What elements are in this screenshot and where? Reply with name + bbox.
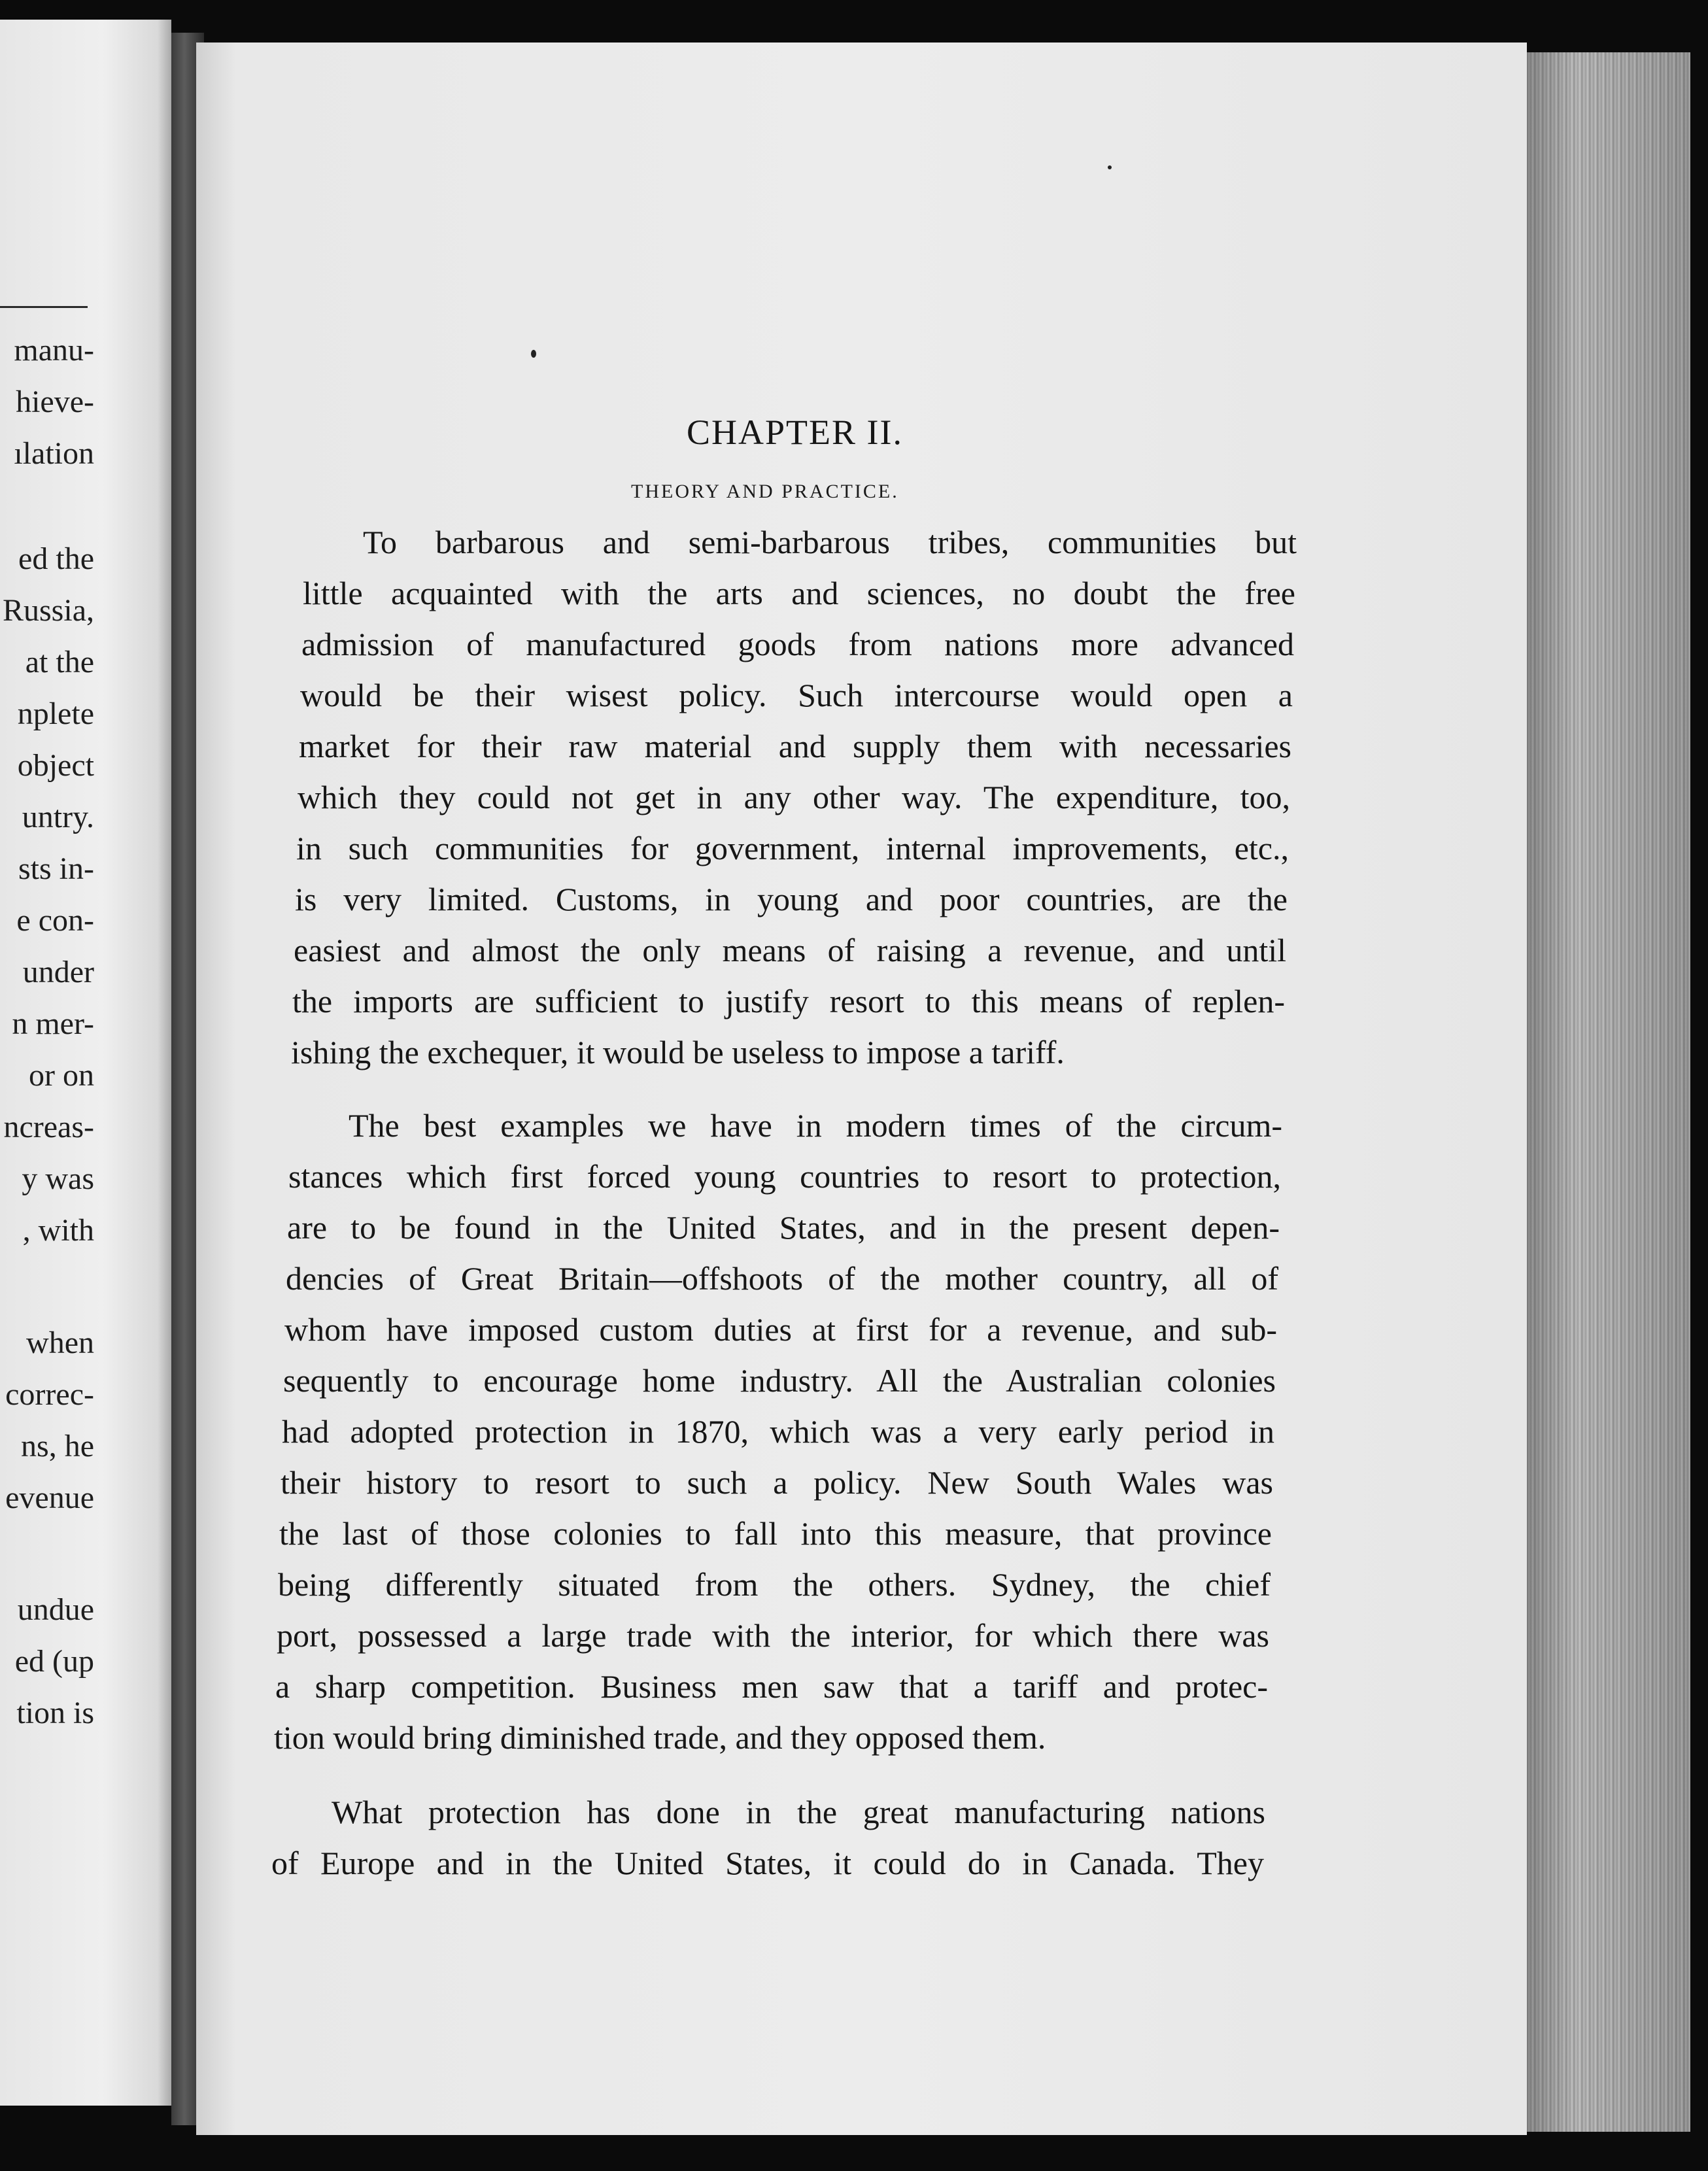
text-line: are to be found in the United States, and in the present depen- <box>287 1209 1280 1246</box>
text-line: being differently situated from the others. Sydney, the chief <box>278 1566 1271 1603</box>
text-line: of Europe and in the United States, it could do in Canada. They <box>271 1845 1264 1881</box>
text-line: ishing the exchequer, it would be useless to impose a tariff. <box>291 1034 1065 1070</box>
left-fragment: undue <box>17 1592 94 1627</box>
left-fragment: e con- <box>16 903 94 938</box>
text-line: The best examples we have in modern times of the circum- <box>349 1107 1282 1144</box>
left-fragment: manu- <box>14 333 94 368</box>
text-line: had adopted protection in 1870, which was a very early period in <box>282 1413 1274 1450</box>
text-line: To barbarous and semi-barbarous tribes, communities but <box>363 524 1297 560</box>
chapter-title: CHAPTER II. <box>687 413 903 452</box>
text-line: dencies of Great Britain—offshoots of the mother country, all of <box>286 1260 1278 1297</box>
left-fragment: when <box>26 1325 94 1360</box>
left-fragment: n mer- <box>12 1006 94 1041</box>
left-fragment: hieve- <box>16 385 94 419</box>
left-fragment: correc- <box>5 1377 94 1412</box>
text-line: tion would bring diminished trade, and they opposed them. <box>274 1719 1046 1756</box>
left-fragment: ed the <box>18 541 94 576</box>
left-page-rule <box>0 306 88 308</box>
text-line: their history to resort to such a policy. New South Wales was <box>281 1464 1273 1501</box>
left-fragment: untry. <box>22 800 94 834</box>
ink-speck <box>1108 165 1112 169</box>
left-fragment: ılation <box>14 436 94 471</box>
text-line: stances which first forced young countries to resort to protection, <box>288 1158 1281 1195</box>
text-line: port, possessed a large trade with the interior, for which there was <box>277 1617 1269 1654</box>
text-line: easiest and almost the only means of raising a revenue, and until <box>294 932 1286 968</box>
text-line: is very limited. Customs, in young and poor countries, are the <box>295 881 1288 917</box>
left-fragment: at the <box>25 645 94 679</box>
left-fragment: tion is <box>16 1696 94 1730</box>
left-fragment: ncreas- <box>3 1110 94 1144</box>
text-line: the last of those colonies to fall into this measure, that province <box>279 1515 1272 1552</box>
left-fragment: , with <box>22 1213 94 1248</box>
left-fragment: sts in- <box>18 851 94 886</box>
text-line: admission of manufactured goods from nations more advanced <box>301 626 1294 662</box>
text-line: little acquainted with the arts and sciences, no doubt the free <box>303 575 1295 611</box>
text-line: the imports are sufficient to justify resort to this means of replen- <box>292 983 1285 1019</box>
section-title: THEORY AND PRACTICE. <box>631 481 899 502</box>
text-line: which they could not get in any other way. The expenditure, too, <box>298 779 1290 815</box>
book-page-edges-shade <box>1527 52 1690 2132</box>
text-line: market for their raw material and supply them with necessaries <box>299 728 1291 764</box>
text-line: a sharp competition. Business men saw that a tariff and protec- <box>275 1668 1268 1705</box>
text-line: in such communities for government, internal improvements, etc., <box>296 830 1289 866</box>
left-fragment: evenue <box>5 1480 94 1515</box>
left-fragment: nplete <box>17 696 94 731</box>
left-fragment: ns, he <box>21 1429 94 1463</box>
left-fragment: under <box>22 955 94 989</box>
left-fragment: object <box>17 748 94 783</box>
left-facing-page <box>0 20 171 2106</box>
ink-speck <box>531 350 536 358</box>
left-fragment: Russia, <box>2 593 94 628</box>
text-line: whom have imposed custom duties at first for a revenue, and sub- <box>284 1311 1277 1348</box>
left-fragment: ed (up <box>14 1644 94 1679</box>
left-fragment: y was <box>22 1161 94 1196</box>
text-line: would be their wisest policy. Such intercourse would open a <box>300 677 1293 713</box>
text-line: sequently to encourage home industry. All the Australian colonies <box>283 1362 1276 1399</box>
text-line: What protection has done in the great manufacturing nations <box>332 1794 1265 1830</box>
left-fragment: or on <box>29 1058 94 1093</box>
